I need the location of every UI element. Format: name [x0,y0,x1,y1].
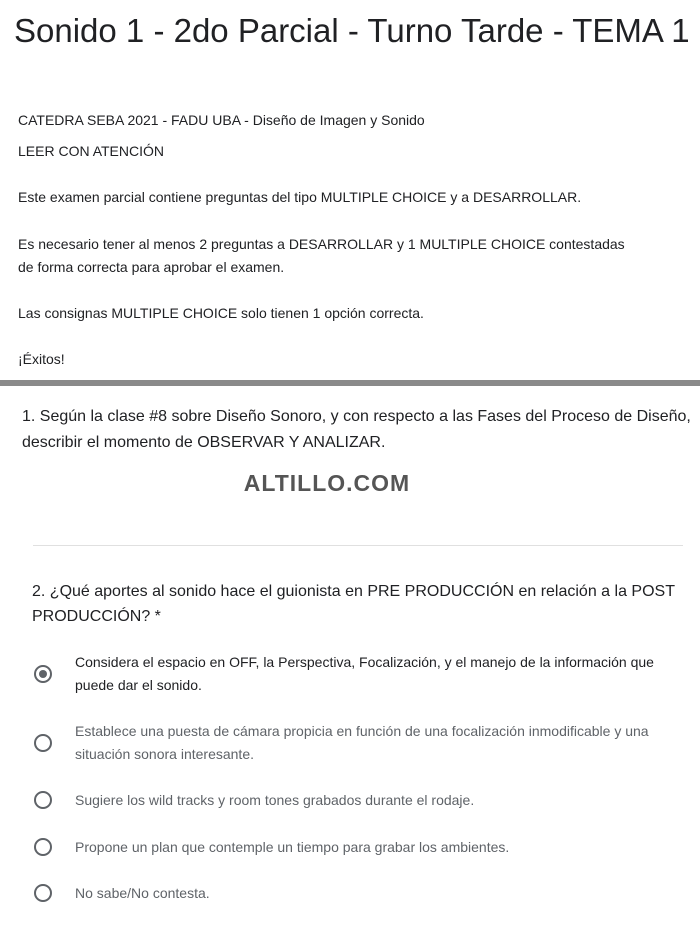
radio-unselected-icon[interactable] [34,734,52,752]
radio-option-5[interactable] [34,882,694,926]
radio-option-3[interactable] [34,789,694,833]
radio-option-1[interactable] [34,651,694,695]
radio-option-label: Propone un plan que contemple un tiempo para grabar los ambientes. [75,839,510,855]
question-separator [33,545,683,546]
radio-option-label: Considera el espacio en OFF, la Perspectiva, Focalización, y el manejo de la información que puede dar el sonido. [75,654,654,693]
radio-unselected-icon[interactable] [34,884,52,902]
section-divider [0,380,700,386]
radio-option-label: Establece una puesta de cámara propicia en función de una focalización inmodificable y una situación sonora interesante. [75,723,649,762]
watermark: ALTILLO.COM [243,470,411,496]
radio-selected-icon[interactable] [34,665,52,683]
radio-option-2[interactable] [34,720,694,764]
description-warning: LEER CON ATENCIÓN [18,143,164,159]
radio-option-label: No sabe/No contesta. [75,885,210,901]
description-requirements-2: de forma correcta para aprobar el examen. [18,259,285,275]
question-1-text: 1. Según la clase #8 sobre Diseño Sonoro, y con respecto a las Fases del Proceso de Diseño, describir el momento de OBSERVAR Y ANALIZAR. [22,408,691,451]
description-good-luck: ¡Éxitos! [18,351,65,367]
form-title: Sonido 1 - 2do Parcial - Turno Tarde - TEMA 1 [14,12,690,49]
radio-option-4[interactable] [34,836,694,880]
description-requirements-1: Es necesario tener al menos 2 preguntas a DESARROLLAR y 1 MULTIPLE CHOICE contestadas [18,236,625,252]
question-2-text: 2. ¿Qué aportes al sonido hace el guionista en PRE PRODUCCIÓN en relación a la POST PRODUCCIÓN? * [32,583,675,625]
description-single-answer: Las consignas MULTIPLE CHOICE solo tienen 1 opción correcta. [18,305,424,321]
radio-unselected-icon[interactable] [34,838,52,856]
description-exam-type: Este examen parcial contiene preguntas del tipo MULTIPLE CHOICE y a DESARROLLAR. [18,189,582,205]
radio-option-label: Sugiere los wild tracks y room tones grabados durante el rodaje. [75,792,475,808]
radio-unselected-icon[interactable] [34,791,52,809]
description-course: CATEDRA SEBA 2021 - FADU UBA - Diseño de Imagen y Sonido [18,112,425,128]
